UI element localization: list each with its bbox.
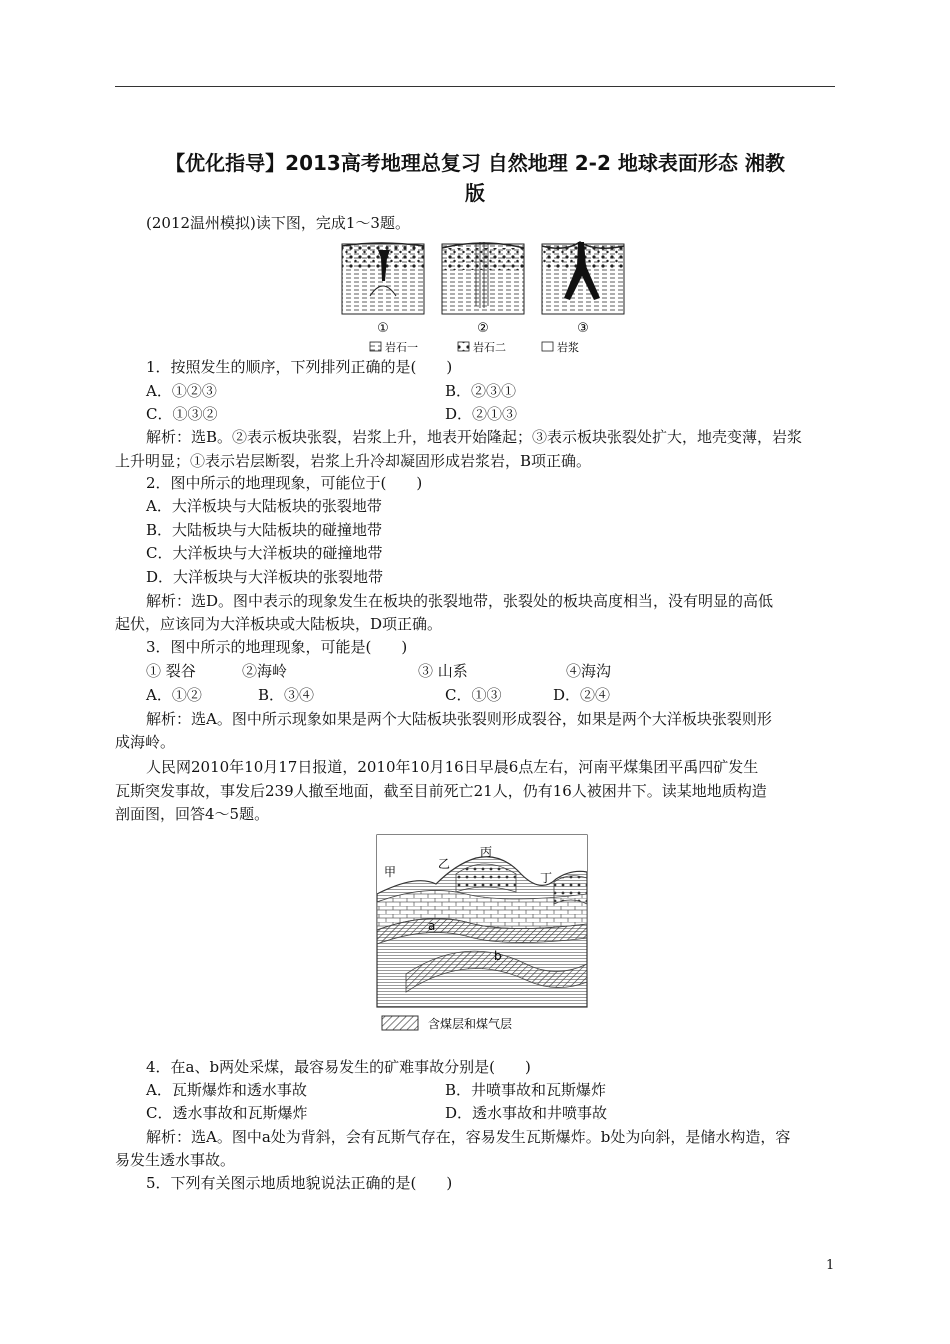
q2-explanation-2: 起伏，应该同为大洋板块或大陆板块，D项正确。 xyxy=(115,615,443,633)
q1-option-b: B．②③① xyxy=(445,382,517,400)
q1-stem: 1．按照发生的顺序，下列排列正确的是( ) xyxy=(146,358,453,376)
legend-magma-label: 岩浆 xyxy=(557,341,579,354)
label-ding: 丁 xyxy=(540,871,553,885)
q3-item-2: ②海岭 xyxy=(242,662,288,680)
legend-coal-label: 含煤层和煤气层 xyxy=(428,1017,513,1031)
intro-2-line-3: 剖面图，回答4～5题。 xyxy=(115,805,270,823)
q4-option-d: D．透水事故和井喷事故 xyxy=(445,1104,608,1122)
q2-option-b: B．大陆板块与大陆板块的碰撞地带 xyxy=(146,521,383,539)
q2-option-c: C．大洋板块与大洋板块的碰撞地带 xyxy=(146,544,383,562)
intro-2-line-1: 人民网2010年10月17日报道，2010年10月16日早晨6点左右，河南平煤集团平禹四矿发生 xyxy=(146,758,759,776)
q4-stem: 4．在a、b两处采煤，最容易发生的矿难事故分别是( ) xyxy=(146,1058,531,1076)
label-jia: 甲 xyxy=(384,865,397,879)
legend-magma-swatch xyxy=(542,342,553,351)
q3-option-d: D．②④ xyxy=(553,686,611,704)
label-yi: 乙 xyxy=(438,857,451,871)
doc-title-line2: 版 xyxy=(465,181,485,205)
section-1 xyxy=(342,243,424,314)
q2-option-d: D．大洋板块与大洋板块的张裂地带 xyxy=(146,568,384,586)
figure-2-geologic-section xyxy=(376,834,588,1044)
q1-option-a: A．①②③ xyxy=(146,382,217,400)
q2-stem: 2．图中所示的地理现象，可能位于( ) xyxy=(146,474,423,492)
section-1-label: ① xyxy=(377,321,389,336)
q4-explanation-1: 解析：选A。图中a处为背斜，会有瓦斯气存在，容易发生瓦斯爆炸。b处为向斜，是储水构造，容 xyxy=(146,1128,791,1146)
q3-option-c: C．①③ xyxy=(445,686,502,704)
page-number: 1 xyxy=(826,1258,835,1273)
q1-option-c: C．①③② xyxy=(146,405,218,423)
q3-item-3: ③ 山系 xyxy=(418,662,468,680)
q3-explanation-1: 解析：选A。图中所示现象如果是两个大陆板块张裂则形成裂谷，如果是两个大洋板块张裂则形 xyxy=(146,710,772,728)
legend-coal-swatch xyxy=(382,1016,418,1030)
legend-rock2-label: 岩石二 xyxy=(473,341,506,354)
q1-explanation-1: 解析：选B。②表示板块张裂，岩浆上升，地表开始隆起；③表示板块张裂处扩大，地壳变薄，岩浆 xyxy=(146,428,803,446)
q3-option-a: A．①② xyxy=(146,686,202,704)
label-a: a xyxy=(428,919,436,933)
label-bing: 丙 xyxy=(480,845,493,859)
q4-option-a: A．瓦斯爆炸和透水事故 xyxy=(146,1081,307,1099)
doc-title-line1: 【优化指导】2013高考地理总复习 自然地理 2-2 地球表面形态 湘教 xyxy=(165,151,785,175)
intro-2-line-2: 瓦斯突发事故，事发后239人撤至地面，截至目前死亡21人，仍有16人被困井下。读某地地质构造 xyxy=(115,782,767,800)
figure-1-rift-sections xyxy=(330,236,630,356)
q2-explanation-1: 解析：选D。图中表示的现象发生在板块的张裂地带，张裂处的板块高度相当，没有明显的高低 xyxy=(146,592,774,610)
section-2-label: ② xyxy=(477,321,489,336)
q4-explanation-2: 易发生透水事故。 xyxy=(115,1151,236,1169)
q3-stem: 3．图中所示的地理现象，可能是( ) xyxy=(146,638,408,656)
q2-option-a: A．大洋板块与大陆板块的张裂地带 xyxy=(146,497,382,515)
q5-stem: 5．下列有关图示地质地貌说法正确的是( ) xyxy=(146,1174,453,1192)
q3-option-b: B．③④ xyxy=(258,686,315,704)
header-rule xyxy=(115,86,835,87)
q3-explanation-2: 成海岭。 xyxy=(115,733,176,751)
q3-item-1: ① 裂谷 xyxy=(146,662,196,680)
q1-explanation-2: 上升明显；①表示岩层断裂，岩浆上升冷却凝固形成岩浆岩，B项正确。 xyxy=(115,452,592,470)
intro-1: (2012温州模拟)读下图，完成1～3题。 xyxy=(146,214,410,232)
section-3-label: ③ xyxy=(577,321,589,336)
legend-rock2-swatch xyxy=(458,342,469,351)
legend-rock1-swatch xyxy=(370,342,381,351)
q4-option-c: C．透水事故和瓦斯爆炸 xyxy=(146,1104,308,1122)
legend-rock1-label: 岩石一 xyxy=(385,341,418,354)
section-3 xyxy=(542,242,624,314)
q3-item-4: ④海沟 xyxy=(566,662,612,680)
q4-option-b: B．井喷事故和瓦斯爆炸 xyxy=(445,1081,607,1099)
q1-option-d: D．②①③ xyxy=(445,405,518,423)
section-2 xyxy=(442,242,524,314)
label-b: b xyxy=(494,949,502,963)
